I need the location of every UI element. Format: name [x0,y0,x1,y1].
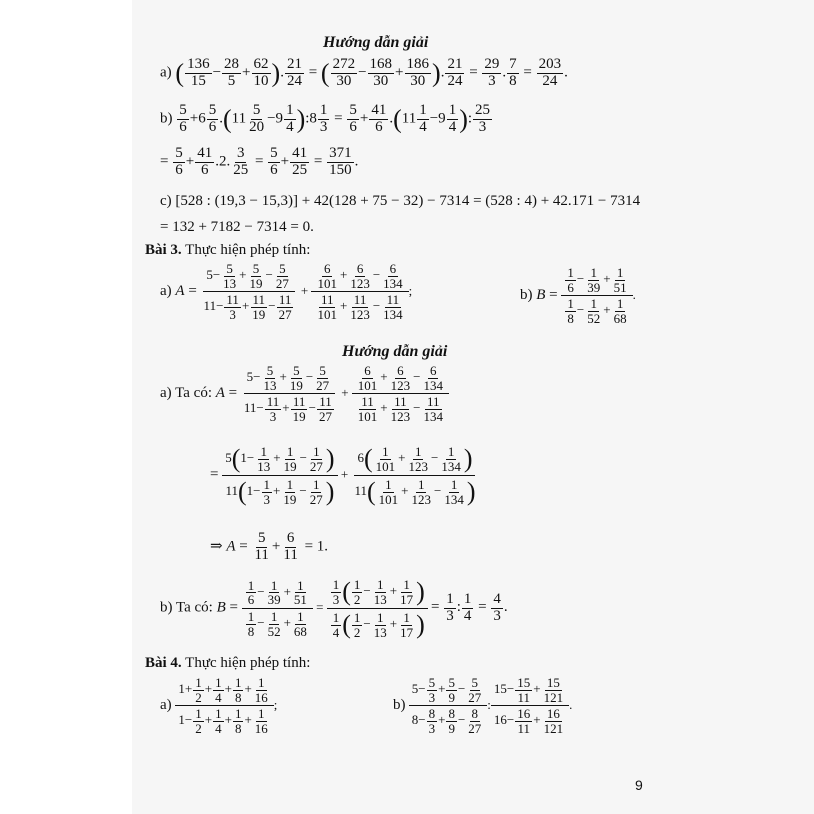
solution-b-line-2: = $\frac{5}{6}$ + $\frac{41}{6}$ .2. $\frac{3}{25}$ = $\frac{5}{6}$ + $\frac{41}{25}$ = $\frac{371}{150}$ . [160,145,359,178]
solution-3b-line: b) Ta có: B = $\frac{1}{6}$ − $\frac{1}{39}$ + $\frac{1}{51}$ $\frac{1}{8}$ − $\frac{1}{52}$ + $\frac{1}{68}$ = $\frac{1}{3}$ ( $\frac{1}{2}$ − $\frac{1}{13}$ + $\frac{1}{17}$ ) $\frac{1}{4}$ ( $\frac{1}{2}$ − $\frac{1}{13}$ + $\frac{1}{17}$ ) = $\frac{1}{3}$ : $\frac{1}{4}$ = $\frac{4}{3}$ . [160,576,508,640]
solution-c-line-1: c) [528 : (19,3 − 15,3)] + 42(128 + 75 − 32) − 7314 = (528 : 4) + 42.171 − 7314 [160,193,641,209]
exercise-4-label: Bài 4. [145,655,182,671]
exercise-4-text: Thực hiện phép tính: [185,655,311,671]
exercise-3-b: b) B = $\frac{1}{6}$ − $\frac{1}{39}$ + $\frac{1}{51}$ $\frac{1}{8}$ − $\frac{1}{52}$ + $\frac{1}{68}$ . [520,265,636,326]
solution-3a-line-3: ⇒ A = $\frac{5}{11}$ + $\frac{6}{11}$ = 1. [210,530,329,563]
exercise-3-title [145,242,310,259]
solution-3a-line-1: a) Ta có: A = 5− $\frac{5}{13}$ + $\frac{5}{19}$ − $\frac{5}{27}$ 11− $\frac{11}{3}$ + $\frac{11}{19}$ − $\frac{11}{27}$ + $\frac{6}{101}$ + $\frac{6}{123}$ − $\frac{6}{134}$ $\frac{11}{101}$ + $\frac{11}{123}$ − $\frac{11}{134}$ [160,364,449,424]
exercise-4-b: b) 5− $\frac{5}{3}$ + $\frac{5}{9}$ − $\frac{5}{27}$ 8− $\frac{8}{3}$ + $\frac{8}{9}$ − $\frac{8}{27}$ : 15− $\frac{15}{11}$ + $\frac{15}{121}$ 16− $\frac{16}{11}$ + $\frac{16}{121}$ . [393,675,573,736]
solution-heading-2: Hướng dẫn giải [342,343,448,360]
exercise-3-text: Thực hiện phép tính: [185,242,311,258]
exercise-4-title [145,655,310,672]
page-number: 9 [635,777,643,793]
left-margin [0,0,132,814]
exercise-3-label: Bài 3. [145,242,182,258]
solution-heading-1: Hướng dẫn giải [323,34,429,51]
solution-b-line-1: b) $\frac{5}{6}$ +6 $\frac{5}{6}$ .(11 $\frac{5}{20}$ −9 $\frac{1}{4}$ ):8 $\frac{1}{3}$ = $\frac{5}{6}$ + $\frac{41}{6}$ .(11 $\frac{1}{4}$ −9 $\frac{1}{4}$ ): $\frac{25}{3}$ [160,102,491,135]
exercise-4-a: a) 1+ $\frac{1}{2}$ + $\frac{1}{4}$ + $\frac{1}{8}$ + $\frac{1}{16}$ 1− $\frac{1}{2}$ + $\frac{1}{4}$ + $\frac{1}{8}$ + $\frac{1}{16}$ ; [160,675,278,736]
solution-a-line: a) ( $\frac{136}{15}$ − $\frac{28}{5}$ + $\frac{62}{10}$ ). $\frac{21}{24}$ = ( $\frac{272}{30}$ − $\frac{168}{30}$ + $\frac{186}{30}$ ). $\frac{21}{24}$ = $\frac{29}{3}$ . $\frac{7}{8}$ = $\frac{203}{24}$ . [160,56,568,89]
solution-3a-line-2: = 5(1− $\frac{1}{13}$ + $\frac{1}{19}$ − $\frac{1}{27}$ ) 11(1− $\frac{1}{3}$ + $\frac{1}{19}$ − $\frac{1}{27}$ ) + 6( $\frac{1}{101}$ + $\frac{1}{123}$ − $\frac{1}{134}$ ) 11( $\frac{1}{101}$ + $\frac{1}{123}$ − $\frac{1}{134}$ ) [210,443,476,507]
solution-c-line-2: = 132 + 7182 − 7314 = 0. [160,219,314,235]
exercise-3-a: a) A = 5− $\frac{5}{13}$ + $\frac{5}{19}$ − $\frac{5}{27}$ 11− $\frac{11}{3}$ + $\frac{11}{19}$ − $\frac{11}{27}$ + $\frac{6}{101}$ + $\frac{6}{123}$ − $\frac{6}{134}$ $\frac{11}{101}$ + $\frac{11}{123}$ − $\frac{11}{134}$ ; [160,261,413,322]
